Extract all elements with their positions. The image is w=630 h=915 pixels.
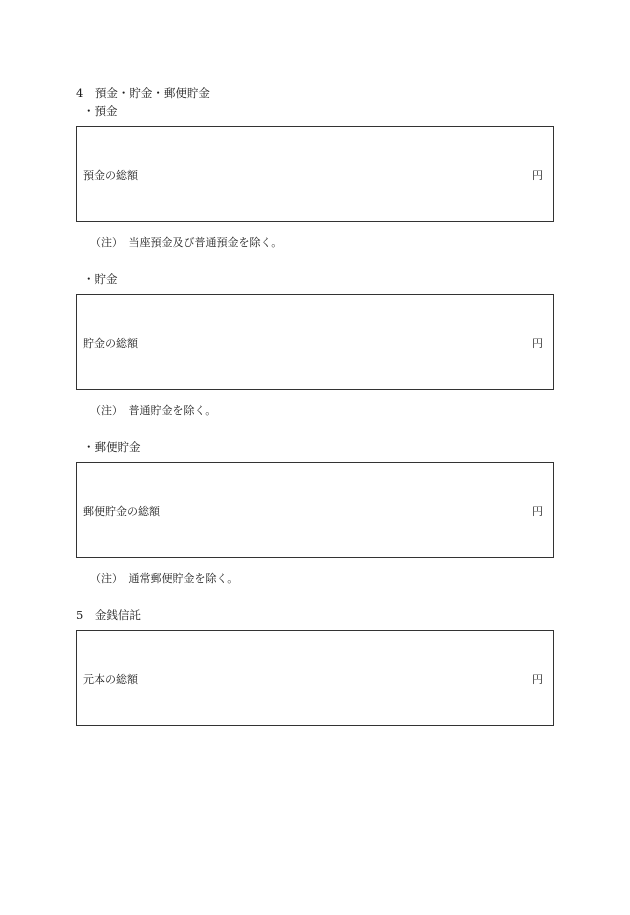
savings-note: （注） 普通貯金を除く。: [90, 404, 217, 417]
trust-box[interactable]: [76, 630, 554, 726]
section4-heading: 4 預金・貯金・郵便貯金: [76, 86, 210, 100]
deposit-unit: 円: [532, 169, 543, 182]
postal-note: （注） 通常郵便貯金を除く。: [90, 572, 239, 585]
postal-subheading: ・郵便貯金: [83, 440, 141, 454]
postal-unit: 円: [532, 505, 543, 518]
section5-heading: 5 金銭信託: [76, 608, 141, 622]
deposit-subheading: ・預金: [83, 104, 118, 118]
deposit-box[interactable]: [76, 126, 554, 222]
trust-principal-label: 元本の総額: [83, 673, 138, 686]
savings-box[interactable]: [76, 294, 554, 390]
trust-unit: 円: [532, 673, 543, 686]
postal-total-label: 郵便貯金の総額: [83, 505, 160, 518]
deposit-total-label: 預金の総額: [83, 169, 138, 182]
savings-total-label: 貯金の総額: [83, 337, 138, 350]
deposit-note: （注） 当座預金及び普通預金を除く。: [90, 236, 283, 249]
savings-subheading: ・貯金: [83, 272, 118, 286]
postal-box[interactable]: [76, 462, 554, 558]
savings-unit: 円: [532, 337, 543, 350]
